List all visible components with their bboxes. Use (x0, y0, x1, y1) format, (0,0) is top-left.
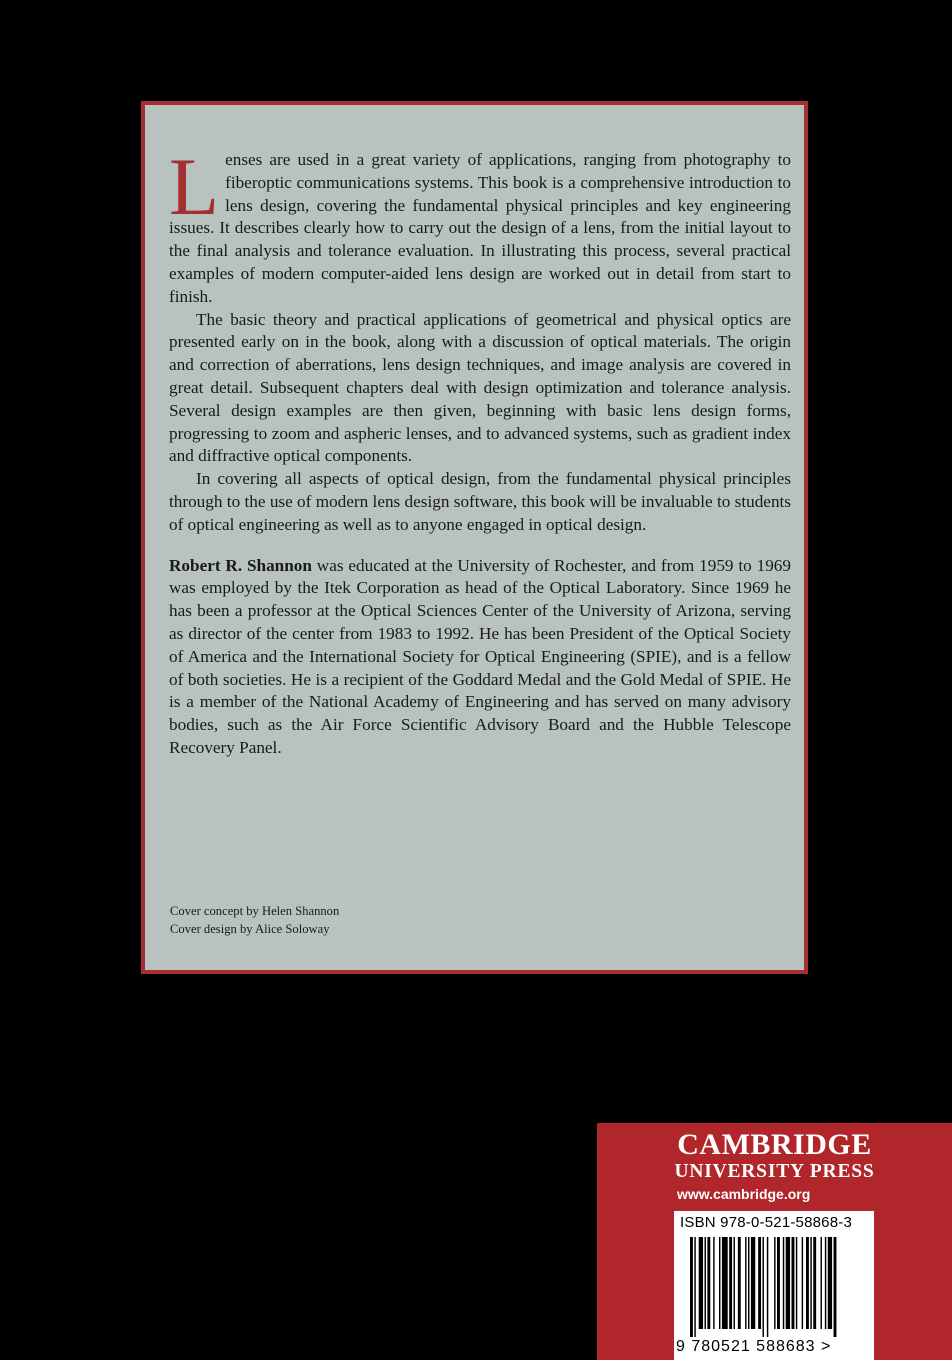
barcode-bar (810, 1237, 811, 1329)
barcode-icon (680, 1237, 868, 1337)
barcode-bar (806, 1237, 809, 1329)
publisher-name: CAMBRIDGE (677, 1128, 872, 1161)
barcode-bar (719, 1237, 720, 1329)
cover-concept-credit: Cover concept by Helen Shannon (170, 904, 340, 918)
barcode-bar (786, 1237, 790, 1329)
barcode-bar (722, 1237, 728, 1329)
barcode-bar (834, 1237, 837, 1337)
barcode-bar (828, 1237, 832, 1329)
description-paragraph-3: In covering all aspects of optical design, from the fundamental physical principles through to the use of modern lens design software, this book will be invaluable to students of optical engineering as well as to anyone engaged in optical design. (169, 469, 791, 534)
description-paragraph-1: Lenses are used in a great variety of applications, ranging from photography to fiberoptic communications systems. This book is a comprehensive introduction to lens design, covering the fundamental physical principles and key engineering issues. It describes clearly how to carry out the design of a lens, from the initial layout to the final analysis and tolerance evaluation. In illustrating this process, several practical examples of modern computer-aided lens design are worked out in detail from start to finish. (169, 141, 791, 306)
barcode-bar (792, 1237, 795, 1329)
barcode-bar (813, 1237, 816, 1329)
publisher-press: UNIVERSITY PRESS (674, 1161, 875, 1182)
publisher-block (597, 1123, 952, 1360)
isbn-label: ISBN 978-0-521-58868-3 (680, 1214, 853, 1231)
barcode-bar (763, 1237, 764, 1337)
barcode-bar (694, 1237, 695, 1337)
barcode-bar (748, 1237, 749, 1329)
barcode-bar (821, 1237, 822, 1329)
barcode-bar (802, 1237, 803, 1329)
back-cover-panel (141, 101, 808, 974)
author-name: Robert R. Shannon (169, 555, 312, 575)
barcode-bar (713, 1237, 714, 1329)
barcode-bar (707, 1237, 710, 1329)
barcode-bar (705, 1237, 706, 1329)
barcode-bar (767, 1237, 768, 1337)
author-bio: Robert R. Shannon was educated at the University of Rochester, and from 1959 to 1969 was employed by the Itek Corporation as head of the Optical Laboratory. Since 1969 he has been a professor at the Optical Sciences Center of the University of Arizona, serving as director of the center from 1983 to 1992. He has been President of the Optical Society of America and the International Society for Optical Engineering (SPIE), and is a fellow of both societies. He is a recipient of the Goddard Medal and the Gold Medal of SPIE. He is a member of the National Academy of Engineering and has served on many advisory bodies, such as the Air Force Scientific Advisory Board and the Hubble Telescope Recovery Panel. (169, 555, 791, 757)
barcode-bar (777, 1237, 780, 1329)
barcode-bar (751, 1237, 755, 1329)
barcode-bar (690, 1237, 693, 1337)
barcode-bar (734, 1237, 735, 1329)
barcode-bar (796, 1237, 797, 1329)
drop-cap: L (169, 141, 220, 232)
barcode-bar (699, 1237, 703, 1329)
barcode-bar (783, 1237, 784, 1329)
cover-design-credit: Cover design by Alice Soloway (170, 922, 330, 936)
description-paragraph-2: The basic theory and practical applications of geometrical and physical optics are presented early on in the book, along with a discussion of optical materials. The origin and correction of aberrations, lens design techniques, and image analysis are covered in great detail. Subsequent chapters deal with design optimization and tolerance analysis. Several design examples are then given, beginning with basic lens design forms, progressing to zoom and aspheric lenses, and to advanced systems, such as gradient index and diffractive optical components. (169, 309, 791, 466)
cover-credits (170, 902, 339, 938)
barcode-number: 9 780521 588683 > (676, 1338, 832, 1355)
barcode-bar (729, 1237, 732, 1329)
barcode-bar (774, 1237, 775, 1329)
barcode-bar (745, 1237, 746, 1329)
barcode-bar (825, 1237, 826, 1329)
barcode-bar (738, 1237, 741, 1329)
barcode-box (674, 1211, 874, 1360)
publisher-website: www.cambridge.org (677, 1186, 811, 1202)
barcode-bar (758, 1237, 761, 1329)
description-text (169, 141, 791, 760)
